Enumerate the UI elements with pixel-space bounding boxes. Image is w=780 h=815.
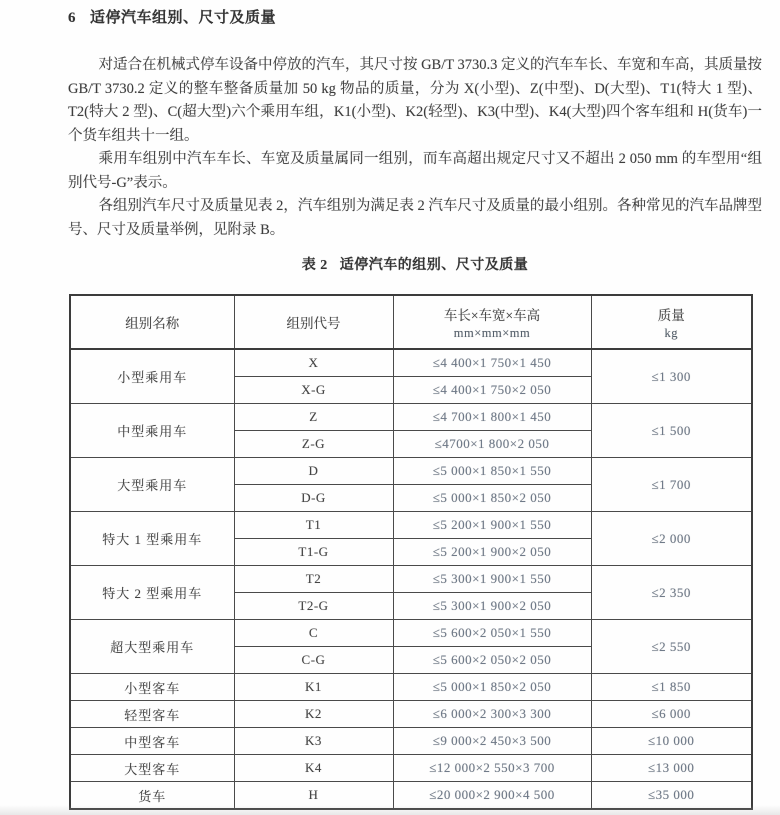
section-number: 6: [68, 10, 76, 26]
dimensions-cell: ≤5 300×1 900×1 550: [393, 566, 591, 593]
mass-cell: ≤1 500: [591, 404, 752, 458]
mass-cell: ≤13 000: [591, 755, 752, 782]
table-header-row: [70, 295, 752, 349]
table-row: [70, 620, 752, 647]
scan-edge-shadow: [0, 805, 780, 815]
table-row: [70, 566, 752, 593]
group-code-cell: T2-G: [234, 593, 393, 620]
mass-cell: ≤2 550: [591, 620, 752, 674]
mass-cell: ≤6 000: [591, 701, 752, 728]
dimensions-cell: ≤6 000×2 300×3 300: [393, 701, 591, 728]
mass-cell: ≤2 350: [591, 566, 752, 620]
group-code-cell: K2: [234, 701, 393, 728]
col-header-group-code: 组别代号: [234, 295, 393, 349]
dimensions-cell: ≤5 600×2 050×1 550: [393, 620, 591, 647]
group-code-cell: C: [234, 620, 393, 647]
group-code-cell: C-G: [234, 647, 393, 674]
mass-cell: ≤1 700: [591, 458, 752, 512]
mass-cell: ≤1 850: [591, 674, 752, 701]
dimensions-cell: ≤5 000×1 850×2 050: [393, 674, 591, 701]
mass-cell: ≤35 000: [591, 782, 752, 810]
group-code-cell: D-G: [234, 485, 393, 512]
table-row: [70, 458, 752, 485]
paragraph: 对适合在机械式停车设备中停放的汽车，其尺寸按 GB/T 3730.3 定义的汽车车长、车宽和车高，其质量按 GB/T 3730.2 定义的整车整备质量加 50 kg 物品的质量，分为 X(小型)、Z(中型)、D(大型)、T1(特大 1 型)、T2(特大 2 型)、C(超大型)六个乘用车组，K1(小型)、K2(轻型)、K3(中型)、K4(大型)四个客车组和 H(货车)一个货车组共十一组。: [68, 57, 762, 144]
dimensions-cell: ≤12 000×2 550×3 700: [393, 755, 591, 782]
dimensions-cell: ≤4 400×1 750×1 450: [393, 349, 591, 377]
dimensions-cell: ≤5 000×1 850×2 050: [393, 485, 591, 512]
group-code-cell: K3: [234, 728, 393, 755]
table-caption: [68, 254, 762, 274]
col-header-mass: 质量 kg: [591, 295, 752, 349]
group-name-cell: 小型客车: [70, 674, 234, 701]
col-header-group-name: 组别名称: [70, 295, 234, 349]
section-title: 适停汽车组别、尺寸及质量: [90, 10, 277, 26]
group-name-cell: 特大 2 型乘用车: [70, 566, 234, 620]
group-code-cell: T2: [234, 566, 393, 593]
dimensions-cell: ≤4700×1 800×2 050: [393, 431, 591, 458]
group-name-cell: 中型客车: [70, 728, 234, 755]
group-code-cell: T1: [234, 512, 393, 539]
dimensions-cell: ≤20 000×2 900×4 500: [393, 782, 591, 810]
table-row: [70, 728, 752, 755]
page-content: [68, 6, 762, 810]
group-name-cell: 小型乘用车: [70, 349, 234, 404]
group-name-cell: 轻型客车: [70, 701, 234, 728]
group-name-cell: 货车: [70, 782, 234, 810]
table-row: [70, 512, 752, 539]
group-name-cell: 大型客车: [70, 755, 234, 782]
group-code-cell: Z-G: [234, 431, 393, 458]
page-title: [68, 6, 762, 27]
mass-cell: ≤10 000: [591, 728, 752, 755]
table-caption-label: 表 2: [301, 258, 328, 273]
group-code-cell: X-G: [234, 377, 393, 404]
dimensions-cell: ≤5 200×1 900×2 050: [393, 539, 591, 566]
paragraph: 各组别汽车尺寸及质量见表 2，汽车组别为满足表 2 汽车尺寸及质量的最小组别。各种常见的汽车品牌型号、尺寸及质量举例，见附录 B。: [68, 198, 762, 238]
table-row: [70, 404, 752, 431]
paragraph: 乘用车组别中汽车车长、车宽及质量属同一组别，而车高超出规定尺寸又不超出 2 050 mm 的车型用“组别代号-G”表示。: [68, 151, 762, 191]
dimensions-cell: ≤9 000×2 450×3 500: [393, 728, 591, 755]
dimensions-cell: ≤5 200×1 900×1 550: [393, 512, 591, 539]
table-row: [70, 674, 752, 701]
dimensions-cell: ≤5 000×1 850×1 550: [393, 458, 591, 485]
mass-cell: ≤1 300: [591, 349, 752, 404]
table-row: [70, 349, 752, 377]
dimensions-cell: ≤4 400×1 750×2 050: [393, 377, 591, 404]
group-code-cell: K4: [234, 755, 393, 782]
group-code-cell: H: [234, 782, 393, 810]
dimensions-cell: ≤5 300×1 900×2 050: [393, 593, 591, 620]
group-name-cell: 特大 1 型乘用车: [70, 512, 234, 566]
table-row: [70, 755, 752, 782]
table-row: [70, 701, 752, 728]
group-name-cell: 大型乘用车: [70, 458, 234, 512]
col-header-dimensions: 车长×车宽×车高 mm×mm×mm: [393, 295, 591, 349]
dimensions-cell: ≤5 600×2 050×2 050: [393, 647, 591, 674]
group-code-cell: K1: [234, 674, 393, 701]
vehicle-table: [69, 294, 753, 810]
group-code-cell: T1-G: [234, 539, 393, 566]
mass-cell: ≤2 000: [591, 512, 752, 566]
dimensions-cell: ≤4 700×1 800×1 450: [393, 404, 591, 431]
vehicle-table-body: [70, 349, 752, 809]
group-code-cell: Z: [234, 404, 393, 431]
group-name-cell: 中型乘用车: [70, 404, 234, 458]
group-code-cell: D: [234, 458, 393, 485]
table-caption-title: 适停汽车的组别、尺寸及质量: [339, 258, 529, 273]
group-name-cell: 超大型乘用车: [70, 620, 234, 674]
group-code-cell: X: [234, 349, 393, 377]
